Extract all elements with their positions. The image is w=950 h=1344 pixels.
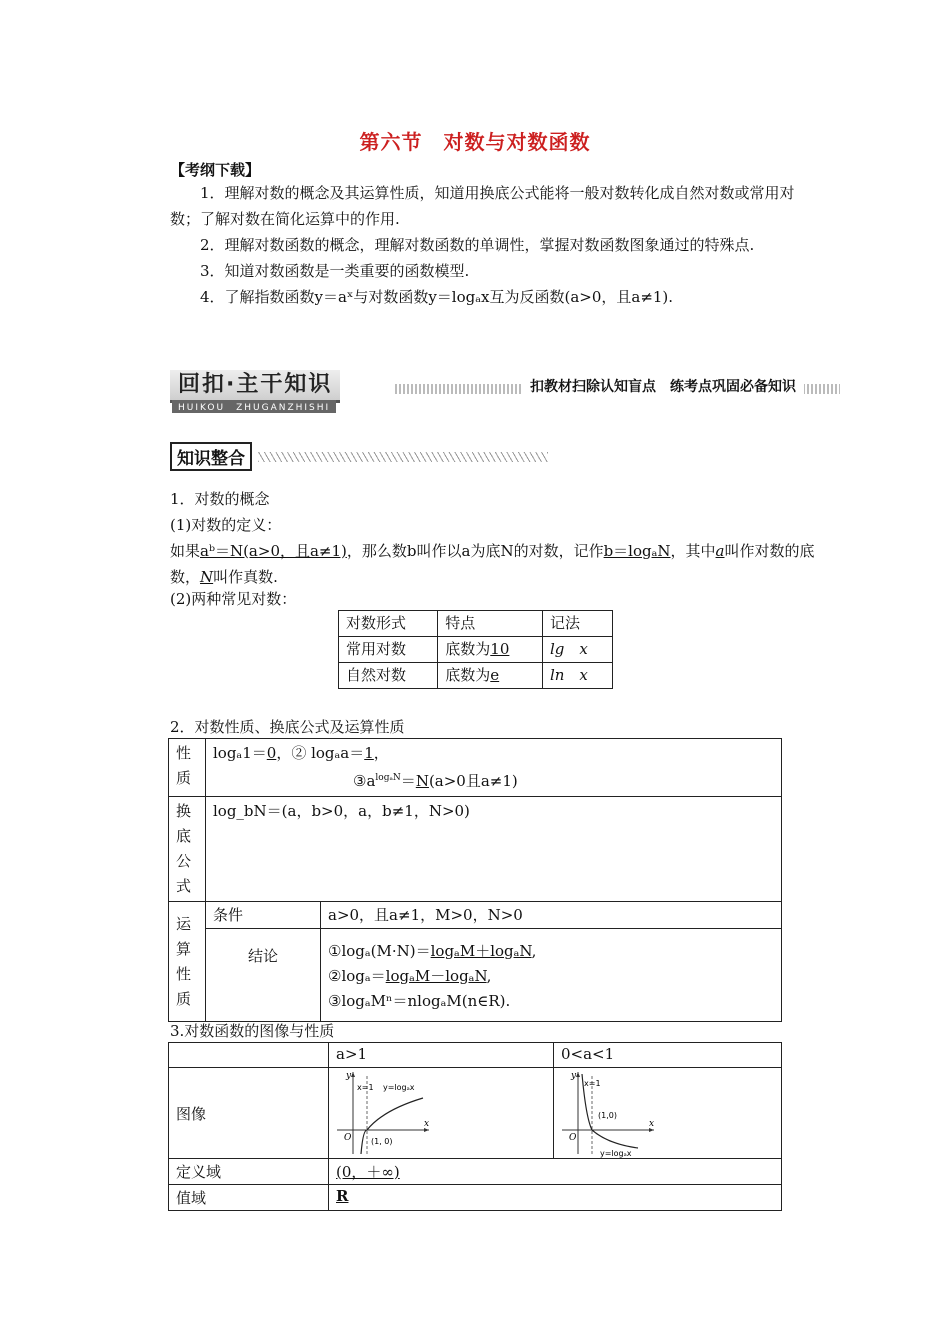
- col-a-gt-1: a>1: [329, 1043, 554, 1068]
- table-row: [169, 902, 782, 929]
- table-row: [169, 1068, 782, 1159]
- condition-label-cell: 条件: [206, 902, 321, 929]
- properties-cell: logₐ1＝0，② logₐa＝1， $③a^{log_aN}=N(a>0$且a≠1): [206, 739, 782, 797]
- table-row: [339, 663, 613, 689]
- kaogang-heading: 【考纲下载】: [170, 161, 261, 179]
- table-header-row: [339, 611, 613, 637]
- result-cell: ①logₐ(M·N)＝logₐM＋logₐN, ②logₐ＝logₐM－logₐN, ③logₐMⁿ＝nlogₐM(n∈R).: [321, 929, 782, 1022]
- table-row: [169, 739, 782, 797]
- col-a-lt-1: 0<a<1: [554, 1043, 782, 1068]
- table-row: [169, 1159, 782, 1185]
- result-label-cell: 结论: [206, 929, 321, 1022]
- def-notation: b＝logₐN: [603, 542, 671, 560]
- x-label: x: [424, 1119, 430, 1129]
- def-condition: aᵇ＝N(a>0，且a≠1): [200, 542, 347, 560]
- origin-label: O: [344, 1133, 352, 1143]
- kaogang-item-4: 4．了解指数函数y＝aˣ与对数函数y＝logₐx互为反函数(a>0，且a≠1).: [200, 288, 674, 306]
- y-axis-arrow: [351, 1072, 355, 1077]
- row-label-range: 值域: [169, 1185, 329, 1211]
- curve-label: y=logₐx: [383, 1083, 415, 1092]
- section-banner: [170, 370, 840, 413]
- graph-decreasing-log: [558, 1068, 658, 1158]
- graph-increasing-log: [333, 1068, 433, 1156]
- def-base: a: [715, 542, 725, 560]
- banner-tagline: 扣教材扫除认知盲点 练考点巩固必备知识: [522, 376, 804, 396]
- page-title: 第六节 对数与对数函数: [359, 130, 591, 154]
- table-cell: 自然对数: [339, 663, 438, 689]
- table-row: [169, 1043, 782, 1068]
- row-label-image: 图像: [169, 1068, 329, 1159]
- y-axis-arrow: [576, 1072, 580, 1077]
- point-label: (1,0): [598, 1111, 617, 1120]
- def-argument: N: [200, 568, 214, 586]
- table-row: [169, 797, 782, 902]
- table-cell: 常用对数: [339, 637, 438, 663]
- range-cell: R: [329, 1185, 782, 1211]
- corner-cell: [169, 1043, 329, 1068]
- table-row: [169, 929, 782, 1022]
- table-row: [169, 1185, 782, 1211]
- graph-cell-2: [554, 1068, 782, 1159]
- kaogang-item-1: 1．理解对数的概念及其运算性质，知道用换底公式能将一般对数转化成自然对数或常用对数；了解对数在简化运算中的作用.: [170, 184, 795, 228]
- header-cell: 记法: [542, 611, 612, 637]
- kaogang-item-3: 3．知道对数函数是一类重要的函数模型.: [200, 262, 470, 280]
- x-label: x: [649, 1119, 655, 1129]
- asymptote-label: x=1: [357, 1083, 374, 1092]
- s3-heading: 3.对数函数的图像与性质: [170, 1022, 335, 1040]
- row-label-domain: 定义域: [169, 1159, 329, 1185]
- s1-sub2: (2)两种常见对数：: [170, 590, 297, 608]
- domain-cell: (0，＋∞): [329, 1159, 782, 1185]
- header-cell: 对数形式: [339, 611, 438, 637]
- label-cell: 运算性质: [169, 902, 206, 1022]
- common-logs-table: [338, 610, 613, 689]
- s1-sub1: (1)对数的定义：: [170, 516, 282, 534]
- table-cell: lg x: [542, 637, 612, 663]
- s2-heading: 2．对数性质、换底公式及运算性质: [170, 718, 405, 736]
- zhishi-label: 知识整合: [170, 442, 252, 471]
- decorative-hatch: [258, 452, 548, 462]
- y-label: y: [346, 1071, 352, 1081]
- label-cell: 性质: [169, 739, 206, 797]
- banner-subtitle: HUIKOU ZHUGANZHISHI: [172, 400, 336, 413]
- point-label: (1, 0): [371, 1137, 393, 1146]
- table-row: [339, 637, 613, 663]
- s1-definition: 如果aᵇ＝N(a>0，且a≠1)，那么数b叫作以a为底N的对数，记作b＝logₐN，其中a叫作对数的底数，N叫作真数.: [170, 542, 815, 586]
- graph-cell-1: [329, 1068, 554, 1159]
- table-cell: ln x: [542, 663, 612, 689]
- origin-label: O: [569, 1133, 577, 1143]
- curve-label: y=logₐx: [600, 1149, 632, 1158]
- table-cell: 底数为e: [438, 663, 543, 689]
- kaogang-item-2: 2．理解对数函数的概念，理解对数函数的单调性，掌握对数函数图象通过的特殊点.: [200, 236, 755, 254]
- s1-heading: 1．对数的概念: [170, 490, 270, 508]
- condition-cell: a>0，且a≠1，M>0，N>0: [321, 902, 782, 929]
- log-function-table: [168, 1042, 782, 1211]
- table-cell: 底数为10: [438, 637, 543, 663]
- asymptote-label: x=1: [584, 1079, 601, 1088]
- label-cell: 换底公式: [169, 797, 206, 902]
- log-properties-table: [168, 738, 782, 1022]
- y-label: y: [571, 1071, 577, 1081]
- section-label: [170, 442, 548, 471]
- header-cell: 特点: [438, 611, 543, 637]
- change-of-base-cell: log_bN＝(a，b>0，a，b≠1，N>0): [206, 797, 782, 902]
- banner-title: 回扣·主干知识: [170, 370, 340, 403]
